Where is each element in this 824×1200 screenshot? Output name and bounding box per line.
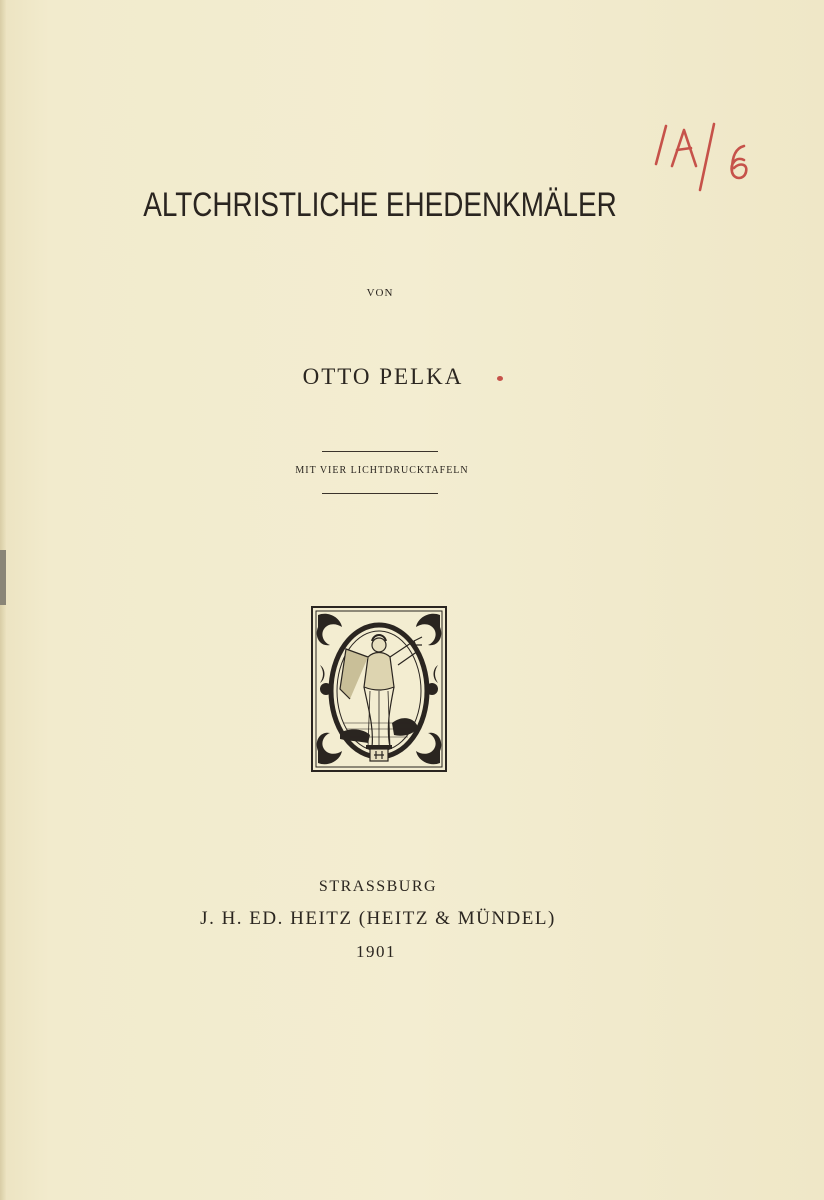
- printers-device-icon: [310, 605, 448, 773]
- by-line: VON: [366, 287, 394, 299]
- book-title: ALTCHRISTLICHE EHEDENKMÄLER: [143, 186, 617, 224]
- author-name: OTTO PELKA: [302, 364, 464, 389]
- red-ink-mark: [497, 376, 503, 381]
- plates-note: MIT VIER LICHTDRUCKTAFELN: [295, 465, 469, 476]
- binding-tab: [0, 550, 6, 605]
- divider-top: [322, 451, 438, 452]
- imprint-place: STRASSBURG: [318, 878, 438, 895]
- imprint-year: 1901: [356, 942, 396, 961]
- divider-bottom: [322, 493, 438, 494]
- imprint-publisher: J. H. ED. HEITZ (HEITZ & MÜNDEL): [200, 908, 556, 929]
